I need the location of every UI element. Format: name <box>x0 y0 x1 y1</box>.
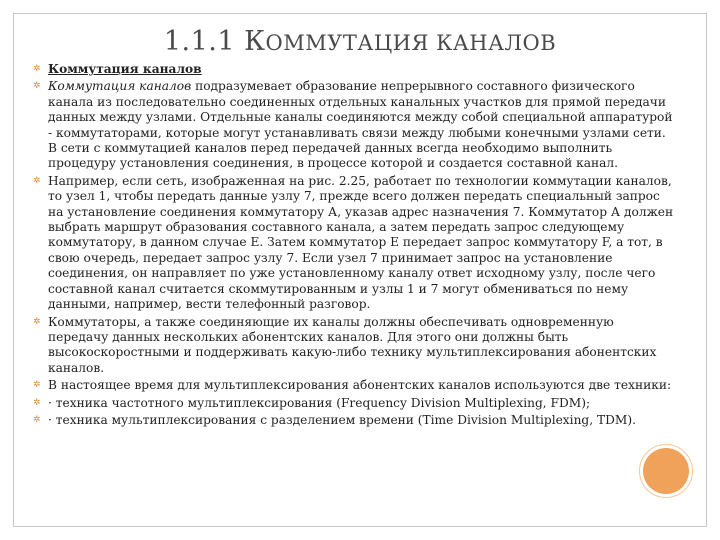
paragraph-text: Коммутаторы, а также соединяющие их каналы должны обеспечивать одновременную передачу данных нескольких абонентских каналов. Для этого они должны быть высокоскоростными и поддерживать какую-либо технику мультиплексирования абонентских каналов. <box>48 314 657 375</box>
bullet-icon: ✲ <box>33 316 41 327</box>
paragraph-text: Например, если сеть, изображенная на рис. 2.25, работает по технологии коммутации каналов, то узел 1, чтобы передать данные узлу 7, прежде всего должен передать специальный запрос на установление соединения коммутатору А, указав адрес назначения 7. Коммутатор А должен выбрать маршрут образования составного канала, а затем передать запрос следующему коммутатору, в данном случае Е. Затем коммутатор Е передает запрос коммутатору F, а тот, в свою очередь, передает запрос узлу 7. Если узел 7 принимает запрос на установление соединения, он направляет по уже установленному каналу ответ исходному узлу, после чего составной канал считается скоммутированным и узлы 1 и 7 могут обмениваться по нему данными, например, вести телефонный разговор. <box>48 173 674 312</box>
list-item <box>33 79 675 171</box>
decorative-circle <box>643 448 689 494</box>
bullet-icon: ✲ <box>33 175 41 186</box>
paragraph-text: В настоящее время для мультиплексирования абонентских каналов используются две техники: <box>48 378 672 393</box>
slide-body <box>33 62 675 430</box>
section-heading: Коммутация каналов <box>48 62 202 76</box>
bullet-icon: ✲ <box>33 81 41 92</box>
list-item <box>33 174 675 313</box>
bullet-icon: ✲ <box>33 64 41 74</box>
title-prefix: 1.1.1 К <box>163 26 266 57</box>
list-item <box>33 413 675 428</box>
bullet-icon: ✲ <box>33 380 41 391</box>
paragraph-text: · техника мультиплексирования с разделением времени (Time Division Multiplexing, TDM). <box>48 412 636 427</box>
title-rest: ОММУТАЦИЯ КАНАЛОВ <box>265 31 557 55</box>
paragraph-text: подразумевает образование непрерывного составного физического канала из последовательно соединенных отдельных канальных участков для прямой передачи данных между узлами. Отдельные каналы соединяются между собой специальной аппаратурой - коммутаторами, которые могут устанавливать связи между любыми конечными узлами сети. В сети с коммутацией каналов перед передачей данных всегда необходимо выполнить процедуру установления соединения, в процессе которой и создается составной канал. <box>48 79 673 171</box>
paragraph-text: · техника частотного мультиплексирования (Frequency Division Multiplexing, FDM); <box>48 395 591 410</box>
bullet-icon: ✲ <box>33 414 41 425</box>
list-item <box>33 396 675 411</box>
bullet-icon: ✲ <box>33 397 41 408</box>
list-item <box>33 378 675 393</box>
list-item <box>33 62 675 77</box>
slide-title <box>0 26 720 57</box>
definition-term: Коммутация каналов <box>48 79 192 94</box>
list-item <box>33 315 675 377</box>
